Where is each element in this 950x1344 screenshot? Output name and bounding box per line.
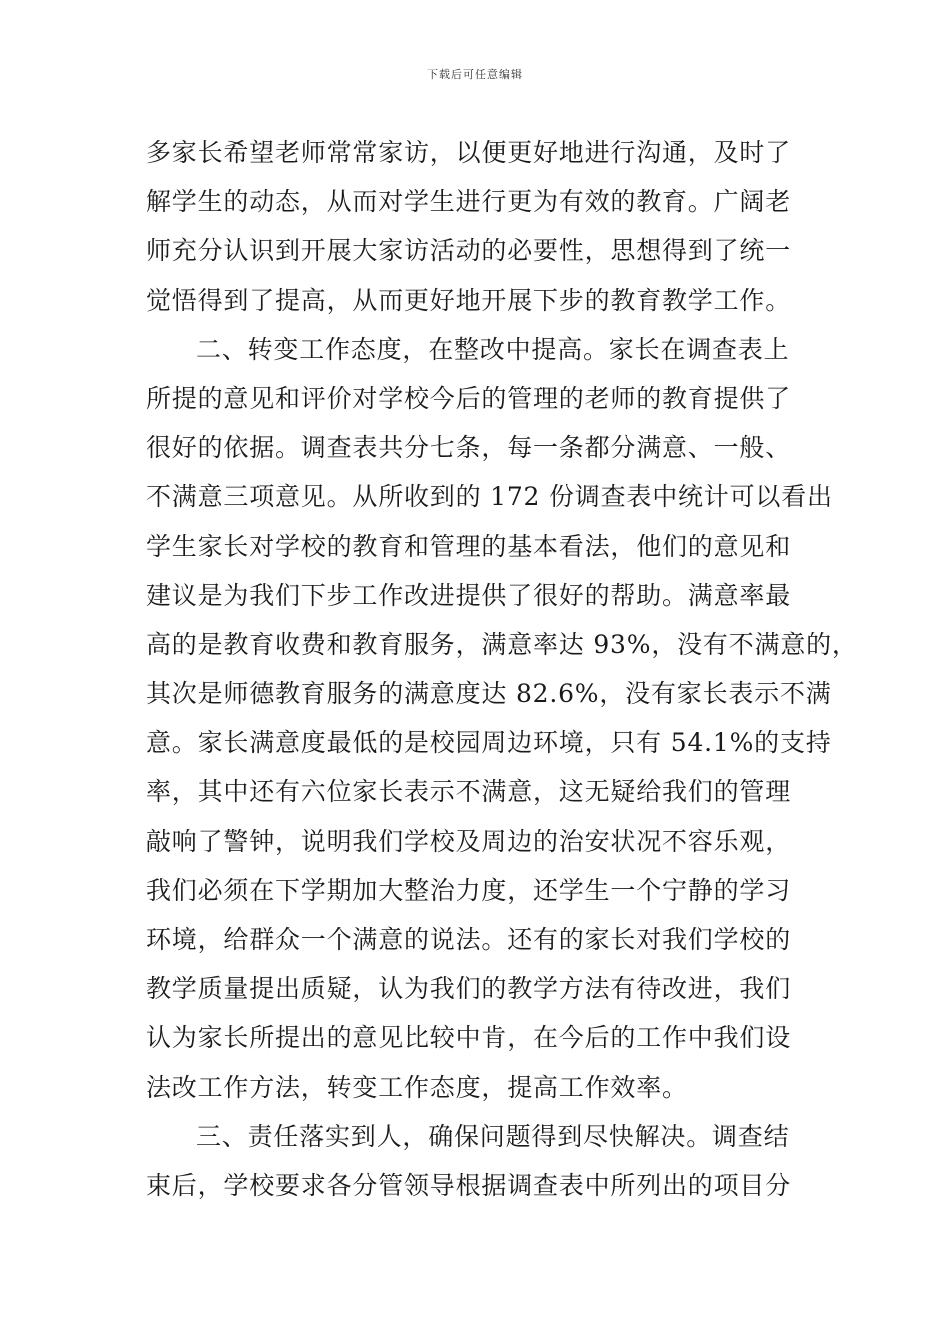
text-line: 高的是教育收费和教育服务，满意率达 93%，没有不满意的， xyxy=(146,629,858,659)
text-line: 法改工作方法，转变工作态度，提高工作效率。 xyxy=(146,1072,688,1102)
text-line: 解学生的动态，从而对学生进行更为有效的教育。广阔老 xyxy=(146,187,792,217)
text-line: 二、转变工作态度，在整改中提高。家长在调查表上 xyxy=(196,334,790,364)
text-line: 我们必须在下学期加大整治力度，还学生一个宁静的学习 xyxy=(146,875,792,905)
text-line: 建议是为我们下步工作改进提供了很好的帮助。满意率最 xyxy=(146,580,792,610)
text-line: 学生家长对学校的教育和管理的基本看法，他们的意见和 xyxy=(146,531,792,561)
text-line: 率，其中还有六位家长表示不满意，这无疑给我们的管理 xyxy=(146,777,792,807)
text-line: 多家长希望老师常常家访，以便更好地进行沟通，及时了 xyxy=(146,138,792,167)
text-line: 环境，给群众一个满意的说法。还有的家长对我们学校的 xyxy=(146,925,792,954)
text-line: 意。家长满意度最低的是校园周边环境，只有 54.1%的支持 xyxy=(146,728,832,758)
text-line: 很好的依据。调查表共分七条，每一条都分满意、一般、 xyxy=(146,433,792,463)
document-body xyxy=(146,128,858,1210)
text-line: 教学质量提出质疑，认为我们的教学方法有待改进，我们 xyxy=(146,974,792,1004)
text-line: 束后，学校要求各分管领导根据调查表中所列出的项目分 xyxy=(146,1170,792,1200)
text-line: 觉悟得到了提高，从而更好地开展下步的教育教学工作。 xyxy=(146,285,792,315)
text-line: 不满意三项意见。从所收到的 172 份调查表中统计可以看出 xyxy=(146,482,833,512)
text-line: 其次是师德教育服务的满意度达 82.6%，没有家长表示不满 xyxy=(146,679,832,709)
text-line: 三、责任落实到人，确保问题得到尽快解决。调查结 xyxy=(196,1121,790,1151)
page-header: 下载后可任意编辑 xyxy=(427,68,523,81)
text-line: 敲响了警钟，说明我们学校及周边的治安状况不容乐观， xyxy=(146,826,792,856)
text-line: 认为家长所提出的意见比较中肯，在今后的工作中我们设 xyxy=(146,1023,792,1053)
text-line: 师充分认识到开展大家访活动的必要性，思想得到了统一 xyxy=(146,236,792,266)
text-line: 所提的意见和评价对学校今后的管理的老师的教育提供了 xyxy=(146,383,792,413)
